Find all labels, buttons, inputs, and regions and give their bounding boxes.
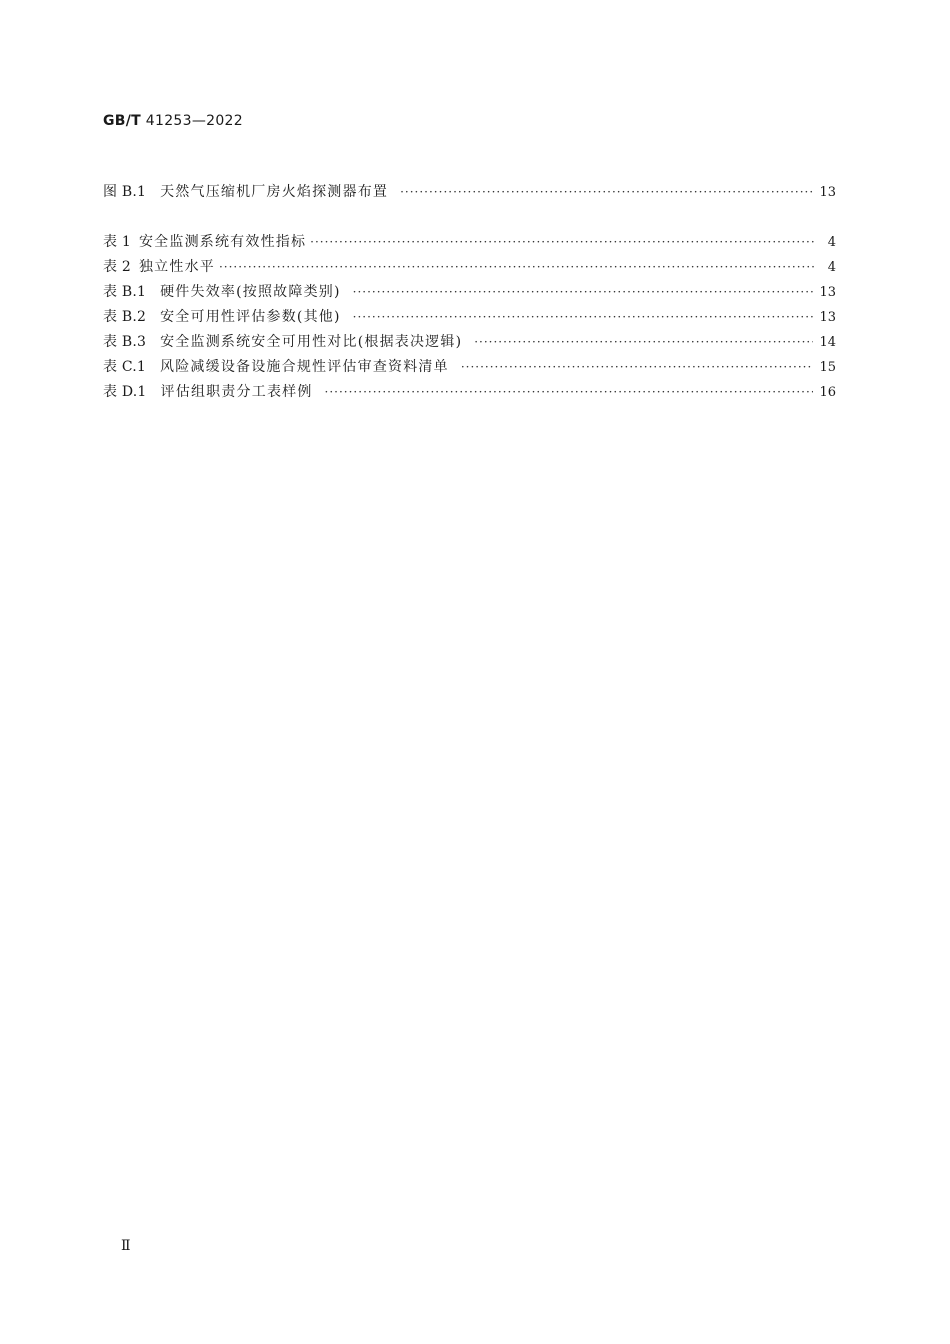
toc-entry-title: 评估组职责分工表样例 xyxy=(160,384,313,400)
toc-entry-title: 独立性水平 xyxy=(138,259,215,275)
toc-leader-dots xyxy=(474,330,813,355)
figure-list xyxy=(103,180,836,205)
standard-prefix: GB/T xyxy=(103,113,142,129)
toc-entry-page: 13 xyxy=(819,310,836,325)
table-list xyxy=(103,230,836,405)
document-header xyxy=(103,113,243,129)
toc-entry-table-d1[interactable] xyxy=(103,380,836,405)
toc-entry-table-b2[interactable] xyxy=(103,305,836,330)
toc-entry-page: 15 xyxy=(819,360,836,375)
toc-entry-page: 4 xyxy=(827,235,836,250)
toc-entry-table-1[interactable] xyxy=(103,230,836,255)
toc-entry-label: 表 B.2 xyxy=(103,309,147,325)
toc-entry-table-b3[interactable] xyxy=(103,330,836,355)
toc-entry-page: 14 xyxy=(819,335,836,350)
toc-leader-dots xyxy=(325,380,814,405)
toc-entry-page: 16 xyxy=(819,385,836,400)
toc-entry-label: 表 D.1 xyxy=(103,384,147,400)
toc-leader-dots xyxy=(219,255,816,280)
toc-leader-dots xyxy=(310,230,816,255)
toc-entry-label: 表 B.3 xyxy=(103,334,147,350)
toc-entry-title: 安全监测系统安全可用性对比(根据表决逻辑) xyxy=(160,334,463,350)
toc-entry-page: 13 xyxy=(819,285,836,300)
toc-entry-title: 天然气压缩机厂房火焰探测器布置 xyxy=(160,184,389,200)
toc-entry-figure-b1[interactable] xyxy=(103,180,836,205)
toc-entry-table-c1[interactable] xyxy=(103,355,836,380)
toc-leader-dots xyxy=(461,355,814,380)
toc-entry-title: 安全监测系统有效性指标 xyxy=(138,234,307,250)
toc-entry-title: 安全可用性评估参数(其他) xyxy=(160,309,341,325)
toc-entry-title: 风险减缓设备设施合规性评估审查资料清单 xyxy=(160,359,449,375)
toc-entry-page: 13 xyxy=(819,185,836,200)
toc-entry-label: 表 1 xyxy=(103,234,131,250)
toc-leader-dots xyxy=(353,305,814,330)
standard-number: 41253—2022 xyxy=(145,113,243,129)
toc-entry-table-b1[interactable] xyxy=(103,280,836,305)
toc-entry-table-2[interactable] xyxy=(103,255,836,280)
toc-entry-label: 表 B.1 xyxy=(103,284,147,300)
toc-entry-title: 硬件失效率(按照故障类别) xyxy=(160,284,341,300)
page-number: Ⅱ xyxy=(121,1238,131,1254)
toc-entry-page: 4 xyxy=(827,260,836,275)
toc-entry-label: 表 2 xyxy=(103,259,131,275)
toc-entry-label: 表 C.1 xyxy=(103,359,147,375)
toc-leader-dots xyxy=(400,180,813,205)
toc-leader-dots xyxy=(353,280,814,305)
toc-entry-label: 图 B.1 xyxy=(103,184,147,200)
